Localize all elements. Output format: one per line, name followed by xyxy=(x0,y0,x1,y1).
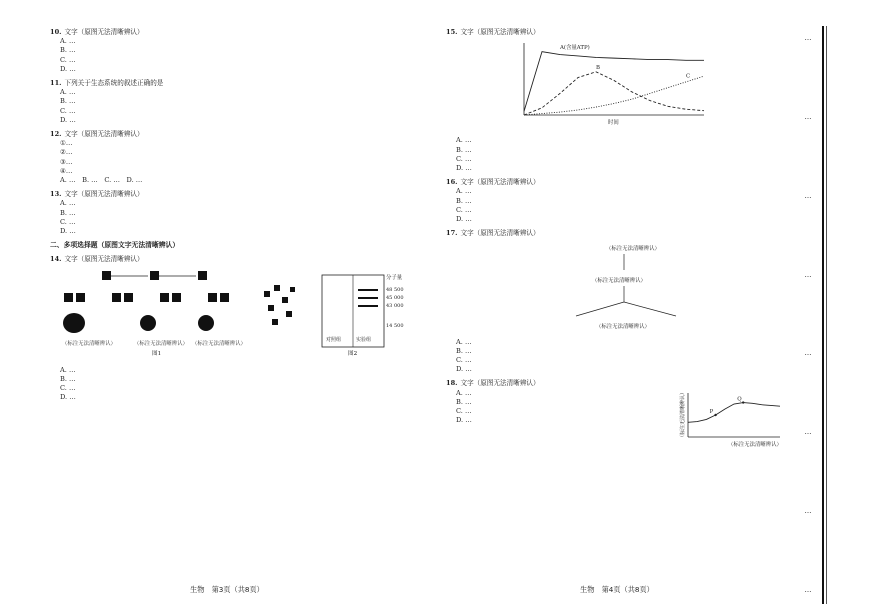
option: C. … xyxy=(456,356,472,365)
y-axis-label: （标注无法清晰辨认） xyxy=(680,389,686,440)
option: D. … xyxy=(60,393,76,402)
question-10: 10. 文字（原图无法清晰辨认） A. … B. … C. … D. … xyxy=(50,28,422,74)
curve-point xyxy=(714,413,716,415)
option: B. … xyxy=(60,46,76,55)
tick-label: 43 000 xyxy=(386,302,404,309)
pathway-label: （标注无法清晰辨认） xyxy=(596,324,650,331)
figure-1-and-2 xyxy=(60,267,410,359)
option: D. … xyxy=(456,365,472,374)
option: C. … xyxy=(456,205,472,214)
gutter-mark: … xyxy=(804,191,812,200)
gutter-mark: … xyxy=(804,270,812,279)
gutter-mark: … xyxy=(804,585,812,594)
figure-row xyxy=(60,267,422,362)
tick-label: 48 500 xyxy=(386,286,404,293)
gutter-mark: … xyxy=(804,34,812,42)
gel-band xyxy=(358,297,378,299)
figure-label: （标注无法清晰辨认） xyxy=(134,340,188,347)
figure-caption: 图2 xyxy=(348,350,358,357)
binding-line xyxy=(826,26,827,604)
question-14: 14. 文字（原图无法清晰辨认） （标注无法清晰辨认） （标注无法清晰辨认） （标注无法清晰辨认） 图1 分子量 48 500 45 000 43 000 14 500 对照组 实验组 图2 A. … B. … C. … D. … xyxy=(50,255,422,402)
series-line xyxy=(524,72,704,115)
series-line xyxy=(688,402,780,422)
option: A. … xyxy=(456,337,472,346)
pathway-label: （标注无法清晰辨认） xyxy=(606,246,660,253)
option: A. … xyxy=(456,187,472,196)
question-18: 18. 文字（原图无法清晰辨认） A. … B. … C. … D. … P Q （标注无法清晰辨认） （标注无法清晰辨认） xyxy=(446,379,786,450)
option: A. … xyxy=(60,365,76,374)
ubiquitin-blob xyxy=(140,315,156,331)
figure-2 xyxy=(322,273,404,357)
option: B. … xyxy=(456,145,472,154)
tick-label: 45 000 xyxy=(386,294,404,301)
gutter-mark: … xyxy=(804,112,812,121)
option: C. … xyxy=(60,106,76,115)
question-15: 15. 文字（原图无法清晰辨认） A(含量ATP) B C 时间 A. … B. … C. … D. … xyxy=(446,28,786,173)
series-label: C xyxy=(686,73,691,80)
option: D. … xyxy=(456,164,472,173)
option: C. … xyxy=(456,407,472,416)
ubiquitin-blob xyxy=(63,313,85,333)
protein-block xyxy=(150,271,159,280)
figure-caption: 图1 xyxy=(152,350,162,357)
section-heading: 二、多项选择题（原图文字无法清晰辨认） xyxy=(50,241,180,250)
page-footer: 生物 第4页（共8页） xyxy=(580,585,654,594)
option: D. … xyxy=(456,215,472,224)
gutter-mark: … xyxy=(804,349,812,358)
energy-chart xyxy=(506,39,716,131)
option: B. … xyxy=(456,346,472,355)
figure-label: （标注无法清晰辨认） xyxy=(62,340,116,347)
option: C. … xyxy=(456,154,472,163)
figure-1 xyxy=(62,271,246,357)
question-11: 11. 下列关于生态系统的叙述正确的是 A. … B. … C. … D. … xyxy=(50,79,422,125)
option: B. … xyxy=(456,397,472,406)
option: ④… xyxy=(60,166,73,175)
option: D. … xyxy=(60,64,76,73)
option: C. … xyxy=(60,217,76,226)
x-axis-label: 时间 xyxy=(608,120,619,127)
series-line xyxy=(524,52,704,112)
left-column xyxy=(50,28,422,408)
option: A. … xyxy=(60,199,76,208)
pathway-arrow xyxy=(624,302,676,316)
option: ②… xyxy=(60,148,73,157)
temperature-chart xyxy=(674,389,786,451)
point-label: P xyxy=(709,408,714,415)
fragment-squares xyxy=(264,285,295,325)
question-12: 12. 文字（原图无法清晰辨认） ①… ②… ③… ④… A. … B. … C. … D. … xyxy=(50,130,422,185)
question-16: 16. 文字（原图无法清晰辨认） A. … B. … C. … D. … xyxy=(446,178,786,224)
series-label: A(含量ATP) xyxy=(560,44,590,51)
right-column xyxy=(446,28,786,456)
lane-label: 实验组 xyxy=(356,336,372,343)
option: C. … xyxy=(60,384,76,393)
binding-gutter xyxy=(796,20,838,610)
protein-block xyxy=(198,271,207,280)
option: A. … B. … C. … D. … xyxy=(60,176,143,185)
axis-title: 分子量 xyxy=(386,274,403,281)
option: B. … xyxy=(60,97,76,106)
option: B. … xyxy=(456,196,472,205)
gel-band xyxy=(358,289,378,291)
gutter-mark: … xyxy=(804,428,812,437)
question-17: 17. 文字（原图无法清晰辨认） （标注无法清晰辨认） （标注无法清晰辨认） （标注无法清晰辨认） A. … B. … C. … D. … xyxy=(446,229,786,374)
option: A. … xyxy=(456,136,472,145)
option: ③… xyxy=(60,157,73,166)
gel-band xyxy=(358,305,378,307)
option: B. … xyxy=(60,375,76,384)
page-footer: 生物 第3页（共8页） xyxy=(190,585,264,594)
block-row xyxy=(64,293,229,302)
option: A. … xyxy=(456,388,472,397)
pathway-label: （标注无法清晰辨认） xyxy=(592,278,646,285)
curve-point xyxy=(742,401,744,403)
binding-line xyxy=(822,26,824,604)
metabolic-pathway-diagram xyxy=(536,240,746,332)
ubiquitin-blob xyxy=(198,315,214,331)
series-label: B xyxy=(596,65,600,72)
x-axis-label: （标注无法清晰辨认） xyxy=(728,441,782,448)
series-line xyxy=(524,73,704,115)
option: D. … xyxy=(60,115,76,124)
lane-label: 对照组 xyxy=(326,336,342,343)
option: ①… xyxy=(60,139,73,148)
tick-label: 14 500 xyxy=(386,322,404,329)
pathway-arrow xyxy=(576,302,624,316)
figure-label: （标注无法清晰辨认） xyxy=(192,340,246,347)
point-label: Q xyxy=(737,396,742,403)
gutter-mark: … xyxy=(804,507,812,516)
protein-block xyxy=(102,271,111,280)
question-13: 13. 文字（原图无法清晰辨认） A. … B. … C. … D. … xyxy=(50,190,422,236)
gutter-marks xyxy=(796,34,820,594)
option: A. … xyxy=(60,37,76,46)
option: C. … xyxy=(60,55,76,64)
option: D. … xyxy=(456,416,472,425)
option: D. … xyxy=(60,227,76,236)
option: B. … xyxy=(60,208,76,217)
option: A. … xyxy=(60,88,76,97)
